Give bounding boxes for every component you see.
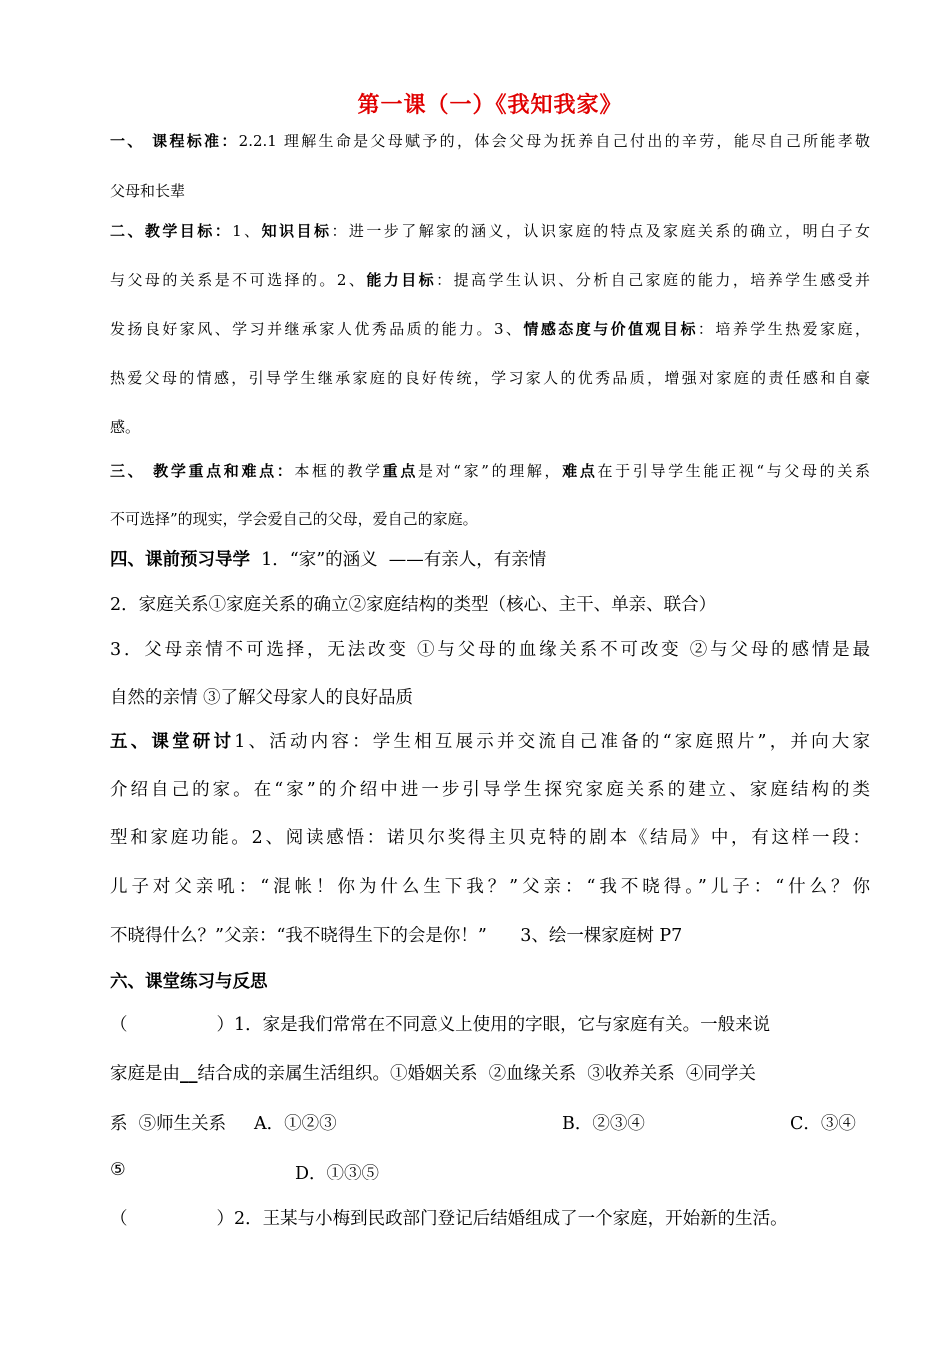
sec3-heading: 三、 教学重点和难点：	[110, 462, 295, 480]
question-1-line-3	[110, 1110, 870, 1135]
ability-goal-text-2: 发扬良好家风、学习并继承家人优秀品质的能力。3、	[110, 320, 524, 338]
sec1-heading: 一、 课程标准：	[110, 132, 239, 150]
sec3-text-2: 是对“家”的理解，	[417, 462, 563, 480]
option-b: B．②③④	[562, 1114, 645, 1134]
sec5-heading: 五、课堂研讨	[110, 732, 235, 752]
question-1-text-a: 家庭是由	[110, 1064, 180, 1084]
sec4-item-1: 1．“家”的涵义 ——有亲人，有亲情	[250, 550, 547, 570]
sec5-line-5: 不晓得什么？”父亲：“我不晓得生下的会是你！” 3、绘一棵家庭树 P7	[110, 926, 683, 946]
option-c-cont: ⑤	[110, 1160, 126, 1180]
sec4-line-2: 2．家庭关系①家庭关系的确立②家庭结构的类型（核心、主干、单亲、联合）	[110, 595, 717, 615]
question-1-line-2	[110, 1060, 870, 1085]
sec2-line-1	[110, 220, 870, 241]
knowledge-goal-label: 知识目标	[261, 222, 332, 240]
ability-goal-text: ：提高学生认识、分析自己家庭的能力，培养学生感受并	[436, 271, 870, 289]
emotion-goal-label: 情感态度与价值观目标	[523, 320, 698, 338]
sec1-line-2: 父母和长辈	[110, 182, 186, 200]
option-d: D．①③⑤	[295, 1164, 380, 1180]
sec2-line-2	[110, 269, 870, 290]
emotion-goal-text: ：培养学生热爱家庭，	[697, 320, 870, 338]
sec2-line-3	[110, 318, 870, 339]
question-1-line-1: （ ）1．家是我们常常在不同意义上使用的字眼，它与家庭有关。一般来说	[110, 1015, 771, 1035]
sec4-heading: 四、课前预习导学	[110, 550, 250, 570]
question-1-text-b: 结合成的亲属生活组织。①婚姻关系 ②血缘关系 ③收养关系 ④同学关	[197, 1064, 756, 1084]
sec2-knowledge-num: 1、	[232, 222, 262, 240]
sec3-text-3: 在于引导学生能正视“与父母的关系	[597, 462, 870, 480]
sec5-text-1: 1、活动内容：学生相互展示并交流自己准备的“家庭照片”，并向大家	[234, 732, 870, 752]
difficulty-label: 难点	[562, 462, 598, 480]
sec5-line-2: 介绍自己的家。在“家”的介绍中进一步引导学生探究家庭关系的建立、家庭结构的类	[110, 780, 870, 800]
sec2-line-4: 热爱父母的情感，引导学生继承家庭的良好传统，学习家人的优秀品质，增强对家庭的责任感和自豪	[110, 369, 870, 387]
ability-goal-label: 能力目标	[366, 271, 437, 289]
sec3-text-1: 本框的教学	[294, 462, 383, 480]
sec4-line-1	[110, 546, 870, 571]
sec3-line-2: 不可选择”的现实，学会爱自己的父母，爱自己的家庭。	[110, 510, 478, 528]
sec3-line-1	[110, 460, 870, 481]
page-title: 第一课（一）《我知我家》	[357, 92, 623, 118]
sec2-line-5: 感。	[110, 418, 141, 436]
sec5-line-1	[110, 728, 870, 753]
sec1-text-1: 2.2.1 理解生命是父母赋予的，体会父母为抚养自己付出的辛劳，能尽自己所能孝敬	[238, 132, 870, 150]
question-1-line-4	[110, 1160, 870, 1180]
sec2-heading: 二、教学目标：	[110, 222, 233, 240]
sec4-line-4: 自然的亲情 ③了解父母家人的良好品质	[110, 688, 414, 708]
knowledge-goal-text: ：进一步了解家的涵义，认识家庭的特点及家庭关系的确立，明白子女	[331, 222, 870, 240]
question-2-line-1: （ ）2．王某与小梅到民政部门登记后结婚组成了一个家庭，开始新的生活。	[110, 1209, 788, 1229]
option-a: 系 ⑤师生关系 A．①②③	[110, 1114, 337, 1134]
sec1-line-1	[110, 130, 870, 151]
option-c: C．③④	[790, 1114, 856, 1134]
answer-blank: __	[180, 1064, 198, 1084]
sec5-line-4: 儿子对父亲吼：“混帐！你为什么生下我？”父亲：“我不晓得。”儿子：“什么？你	[110, 877, 870, 897]
sec5-line-3: 型和家庭功能。2、阅读感悟：诺贝尔奖得主贝克特的剧本《结局》中，有这样一段：	[110, 828, 870, 848]
key-point-label: 重点	[382, 462, 418, 480]
sec6-heading: 六、课堂练习与反思	[110, 972, 268, 992]
knowledge-goal-text-2: 与父母的关系是不可选择的。2、	[110, 271, 367, 289]
sec4-line-3: 3．父母亲情不可选择，无法改变 ①与父母的血缘关系不可改变 ②与父母的感情是最	[110, 640, 870, 660]
